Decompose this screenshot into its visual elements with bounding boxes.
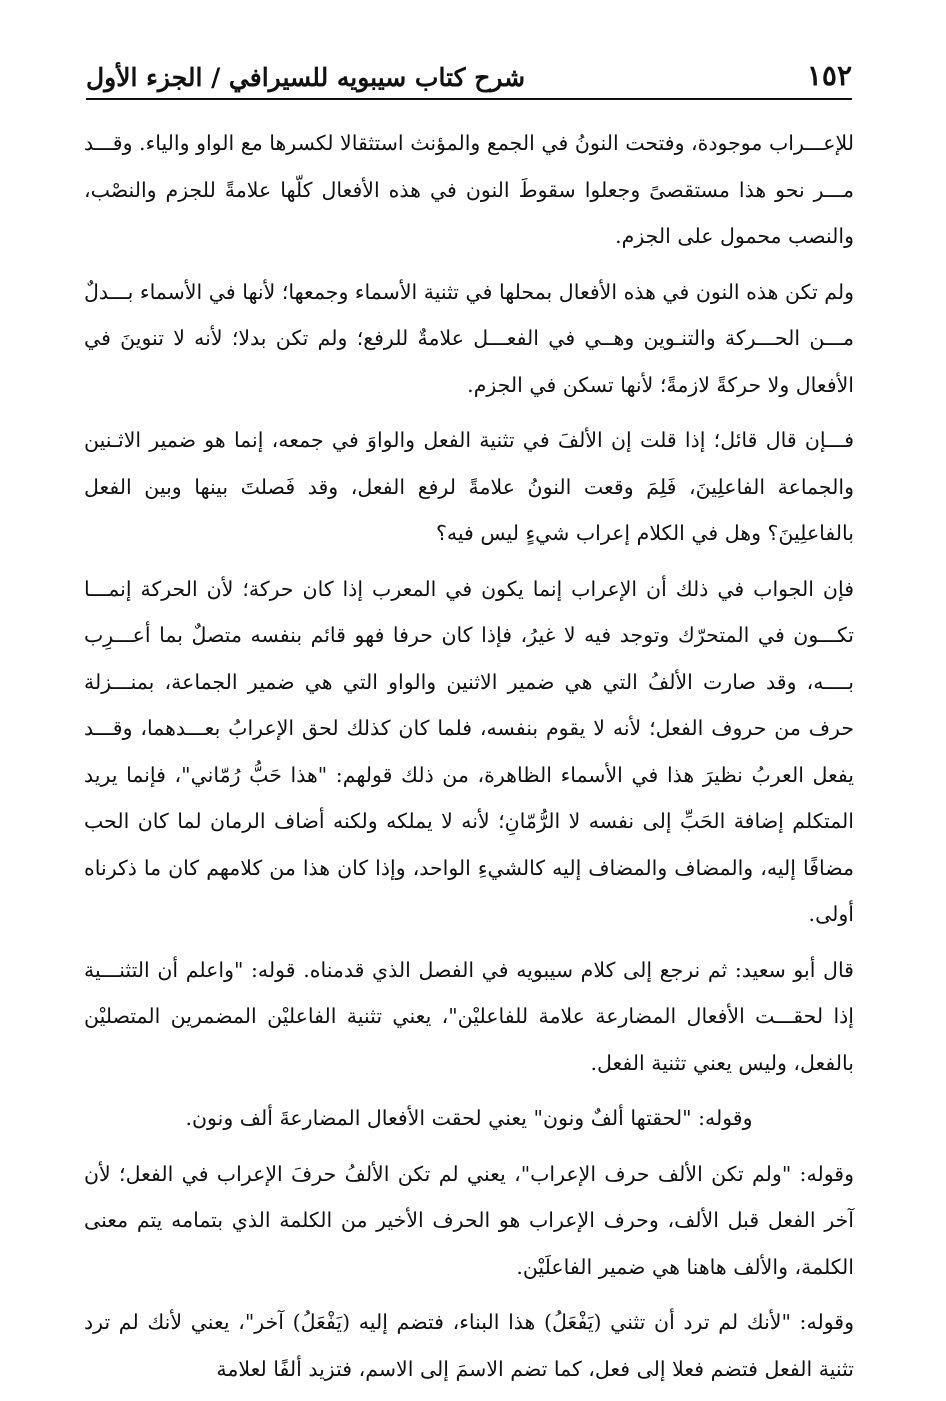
paragraph: وقوله: "ولم تكن الألف حرف الإعراب"، يعني لم تكن الألفُ حرفَ الإعراب في الفعل؛ لأن آخر الفعل قبل الألف، وحرف الإعراب هو الحرف الأخير من الكلمة الذي بتمامه يتم معنى الكلمة، والألف هاهنا هي ضمير الفاعلَيْن. — [84, 1161, 854, 1279]
paragraph: قال أبو سعيد: ثم نرجع إلى كلام سيبويه في الفصل الذي قدمناه. قوله: "واعلم أن التثنـــية إذا لحقـــت الأفعال المضارعة علامة للفاعليْن"، يعني تثنية الفاعليْن المضمرين المتصليْن بالفعل، وليس يعني تثنية الفعل. — [84, 957, 854, 1075]
page-header — [86, 52, 852, 100]
paragraph: فـــإن قال قائل؛ إذا قلت إن الألفَ في تثنية الفعل والواوَ في جمعه، إنما هو ضمير الاثـنين والجماعة الفاعلِينَ، فَلِمَ وقعت النونُ علامةً لرفع الفعل، وقد فَصلتَ بينها وبين الفعل بالفاعلِينَ؟ وهل في الكلام إعراب شيءٍ ليس فيه؟ — [84, 428, 854, 545]
paragraph-centered: وقوله: "لحقتها ألفٌ ونون" يعني لحقت الأفعال المضارعةَ ألف ونون. — [185, 1106, 753, 1130]
paragraph: للإعـــراب موجودة، وفتحت النونُ في الجمع والمؤنث استثقالا لكسرها مع الواو والياء. وقـــد مـــر نحو هذا مستقصىً وجعلوا سقوطَ النون في هذه الأفعال كلّها علامةً للجزم والنصْب، والنصب محمول على الجزم. — [84, 131, 854, 248]
paragraph: فإن الجواب في ذلك أن الإعراب إنما يكون في المعرب إذا كان حركة؛ لأن الحركة إنمـــا تكـــون في المتحرّك وتوجد فيه لا غيرُ، فإذا كان حرفا فهو قائم بنفسه متصلٌ بما أعـــرِب بــــه، وقد صارت الألفُ التي هي ضمير الاثنين والواو التي هي ضمير الجماعة، بمنـــزلة حرف من حروف الفعل؛ لأنه لا يقوم بنفسه، فلما كان كذلك لحق الإعرابُ بعـــدهما، وقـــد يفعل العربُ نظيرَ هذا في الأسماء الظاهرة، من ذلك قولهم: "هذا حَبُّ رُمّاني"، فإنما يريد المتكلم إضافة الحَبِّ إلى نفسه لا الرُّمّانِ؛ لأنه لا يملكه ولكنه أضاف الرمان لما كان الحب مضافًا إليه، والمضاف والمضاف إليه كالشيءِ الواحد، وإذا كان هذا من كلامهم كان ما ذكرناه أولى. — [84, 576, 854, 926]
paragraph: وقوله: "لأنك لم ترد أن تثني (يَفْعَلُ) هذا البناء، فتضم إليه (يَفْعَلُ) آخر"، يعني لأنك لم ترد تثنية الفعل فتضم فعلا إلى فعل، كما تضم الاسمَ إلى الاسم، فتزيد ألفًا لعلامة — [84, 1310, 854, 1381]
page-number: ١٥٢ — [806, 59, 852, 92]
paragraph: ولم تكن هذه النون في هذه الأفعال بمحلها في تثنية الأسماء وجمعها؛ لأنها في الأسماء بـــدلٌ مـــن الحـــركة والتنـوين وهــي في الفعـــل علامةٌ للرفع؛ ولم تكن بدلا؛ لأنه لا تنوينَ في الأفعال ولا حركةً لازمةً؛ لأنها تسكن في الجزم. — [84, 279, 854, 397]
body-text — [84, 120, 854, 1401]
running-title: شرح كتاب سيبويه للسيرافي / الجزء الأول — [86, 63, 526, 92]
